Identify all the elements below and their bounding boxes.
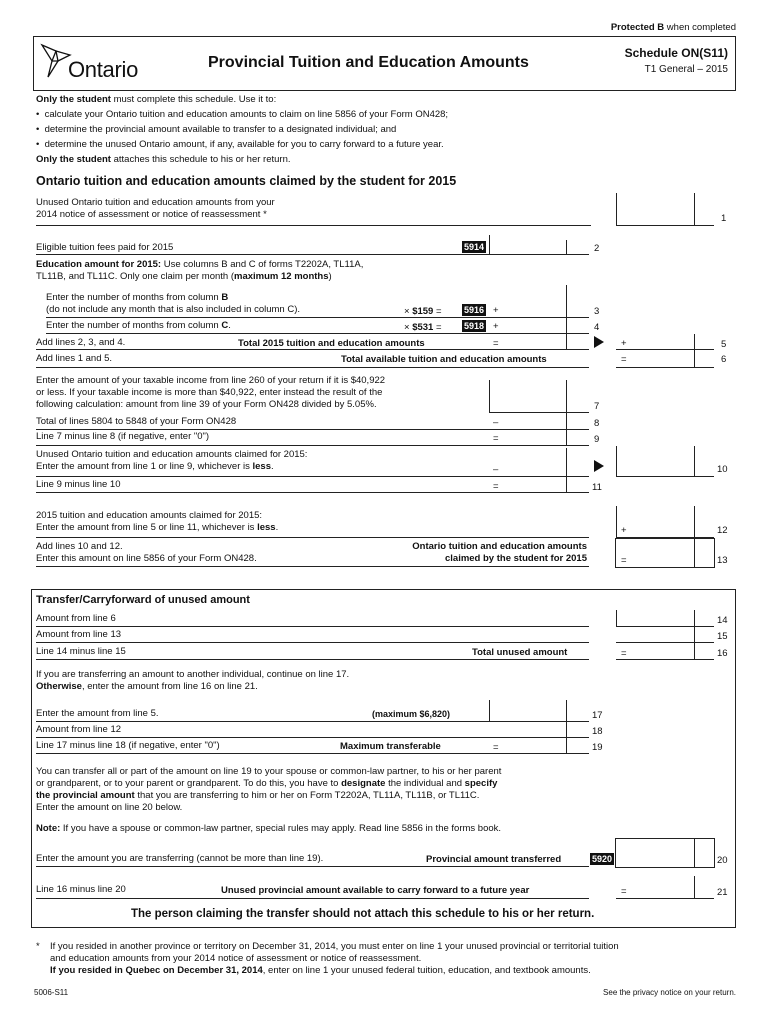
line-number: 17 — [592, 710, 603, 721]
line9-label: Line 7 minus line 8 (if negative, enter "0") — [36, 431, 210, 442]
line-number: 6 — [721, 354, 727, 365]
line6-label: Add lines 1 and 5. — [36, 353, 113, 364]
line7-amount-field[interactable] — [489, 380, 590, 412]
line2-amount-field[interactable] — [489, 235, 590, 254]
line-number: 15 — [717, 631, 728, 642]
line8-label: Total of lines 5804 to 5848 of your Form ON428 — [36, 416, 237, 427]
line-code-5916: 5916 — [464, 305, 485, 315]
line12-label: 2015 tuition and education amounts claimed for 2015: Enter the amount from line 5 or line 11, whichever is less. — [36, 510, 279, 533]
line-code-5920: 5920 — [592, 854, 613, 864]
schedule-number: Schedule ON(S11) — [624, 46, 728, 60]
line7-label: Enter the amount of your taxable income from line 260 of your return if it is $40,922 or less. If your taxable income is more than $40,922, enter instead the result of the following calculation: amount from line 39 of your Form ON428 divided by 5.05%. — [36, 375, 386, 410]
intro-line5: Only the student attaches this schedule to his or her return. — [36, 154, 291, 165]
line1-label: Unused Ontario tuition and education amounts from your 2014 notice of assessment or notice of reassessment * — [36, 197, 275, 220]
transfer-instructions: You can transfer all or part of the amount on line 19 to your spouse or common-law partner, to his or her parent or grandparent, or to your parent or grandparent. To do this, you have to designate the individual and specify the provincial amount that you are transferring to him or her on Form T2202A, TL11A, TL11B, or TL11C. Enter the amount on line 20 below. — [36, 766, 502, 813]
protected-label: Protected B when completed — [610, 22, 736, 33]
line-number: 4 — [594, 322, 600, 333]
line12-amount-field[interactable] — [616, 506, 715, 537]
line20-caption: Provincial amount transferred — [426, 854, 562, 865]
line-number: 3 — [594, 306, 600, 317]
line3-months-field[interactable] — [376, 298, 398, 314]
education-amount-intro: Education amount for 2015: Use columns B and C of forms T2202A, TL11A, TL11B, and TL11C. Only one claim per month (maximum 12 months) — [36, 259, 364, 282]
line16-label: Line 14 minus line 15 — [36, 646, 126, 657]
line20-label: Enter the amount you are transferring (cannot be more than line 19). — [36, 853, 324, 864]
intro-line1: Only the student must complete this schedule. Use it to: — [36, 94, 277, 105]
line21-caption: Unused provincial amount available to carry forward to a future year — [221, 885, 530, 896]
line-number: 11 — [592, 482, 602, 493]
line-number: 16 — [717, 648, 728, 659]
line13-caption-1: Ontario tuition and education amounts — [412, 541, 587, 552]
footnote: * — [36, 941, 40, 952]
line-number: 5 — [721, 339, 727, 350]
line-number: 9 — [594, 434, 600, 445]
line13-caption-2: claimed by the student for 2015 — [444, 553, 587, 564]
line5-caption: Total 2015 tuition and education amounts — [238, 338, 425, 349]
line5-label: Add lines 2, 3, and 4. — [36, 337, 126, 348]
line4-label: Enter the number of months from column C. — [46, 320, 231, 331]
line-number: 18 — [592, 726, 603, 737]
line15-label: Amount from line 13 — [36, 629, 122, 640]
line17-amount-field[interactable] — [489, 700, 590, 721]
form-code: 5006-S11 — [34, 988, 69, 997]
section1-heading: Ontario tuition and education amounts claimed by the student for 2015 — [36, 174, 457, 188]
line1-amount-field[interactable] — [616, 193, 715, 225]
line14-amount-field[interactable] — [616, 610, 715, 626]
line10-amount-field[interactable] — [616, 446, 715, 476]
line16-caption: Total unused amount — [472, 647, 568, 658]
line17-caption: (maximum $6,820) — [372, 709, 451, 719]
line-number: 20 — [717, 855, 728, 866]
line-number: 14 — [717, 615, 728, 626]
line-number: 21 — [717, 887, 728, 898]
line-number: 1 — [721, 213, 727, 224]
line19-caption: Maximum transferable — [340, 741, 441, 752]
spouse-note: Note: If you have a spouse or common-law partner, special rules may apply. Read line 5856 in the forms book. — [36, 823, 502, 834]
line11-label: Line 9 minus line 10 — [36, 479, 121, 490]
line2-label: Eligible tuition fees paid for 2015 — [36, 242, 174, 253]
ontario-logo — [38, 41, 163, 85]
line-number: 12 — [717, 525, 728, 536]
line13-label: Add lines 10 and 12. Enter this amount on line 5856 of your Form ON428. — [36, 541, 257, 564]
line20-amount-box[interactable] — [615, 838, 715, 868]
line17-label: Enter the amount from line 5. — [36, 708, 159, 719]
footnote-text: If you resided in another province or territory on December 31, 2014, you must enter on line 1 your unused provincial or territorial tuition and education amounts from your 2014 notice of assessment or notice of reassessment. If you resided in Quebec on December 31, 2014, enter on line 1 your unused federal tuition, education, and textbook amounts. — [50, 941, 619, 976]
intro-bullet: • determine the provincial amount available to transfer to a designated individual; and — [36, 124, 397, 135]
line14-label: Amount from line 6 — [36, 613, 116, 624]
line6-caption: Total available tuition and education amounts — [341, 354, 547, 365]
line-number: 8 — [594, 418, 600, 429]
line-number: 10 — [717, 464, 728, 475]
line21-label: Line 16 minus line 20 — [36, 884, 126, 895]
privacy-notice: See the privacy notice on your return. — [603, 988, 736, 997]
line3-label: Enter the number of months from column B (do not include any month that is also included in column C). — [46, 292, 300, 315]
arrow-icon — [594, 460, 604, 472]
ontario-wordmark: Ontario — [68, 57, 139, 82]
transfer-note: If you are transferring an amount to another individual, continue on line 17. Otherwise, enter the amount from line 16 on line 21. — [36, 669, 350, 692]
line-code-5918: 5918 — [464, 321, 485, 331]
arrow-icon — [594, 336, 604, 348]
line13-amount-box[interactable] — [615, 538, 715, 568]
section2-heading: Transfer/Carryforward of unused amount — [36, 594, 250, 606]
section2-box — [31, 589, 736, 928]
form-name: T1 General – 2015 — [644, 64, 728, 75]
line-number: 19 — [592, 742, 603, 753]
line18-label: Amount from line 12 — [36, 724, 122, 735]
line19-label: Line 17 minus line 18 (if negative, enter "0") — [36, 740, 220, 751]
line-number: 2 — [594, 243, 600, 254]
intro-bullet: • calculate your Ontario tuition and education amounts to claim on line 5856 of your Form ON428; — [36, 109, 449, 120]
closing-statement: The person claiming the transfer should not attach this schedule to his or her return. — [131, 908, 595, 920]
line10-label: Unused Ontario tuition and education amounts claimed for 2015: Enter the amount from line 1 or line 9, whichever is less. — [36, 449, 308, 472]
line-number: 7 — [594, 401, 600, 412]
line-number: 13 — [717, 555, 728, 566]
line-code-5914: 5914 — [464, 242, 485, 252]
page-title: Provincial Tuition and Education Amounts — [208, 54, 529, 71]
intro-bullet: • determine the unused Ontario amount, if any, available for you to carry forward to a future year. — [36, 139, 444, 150]
